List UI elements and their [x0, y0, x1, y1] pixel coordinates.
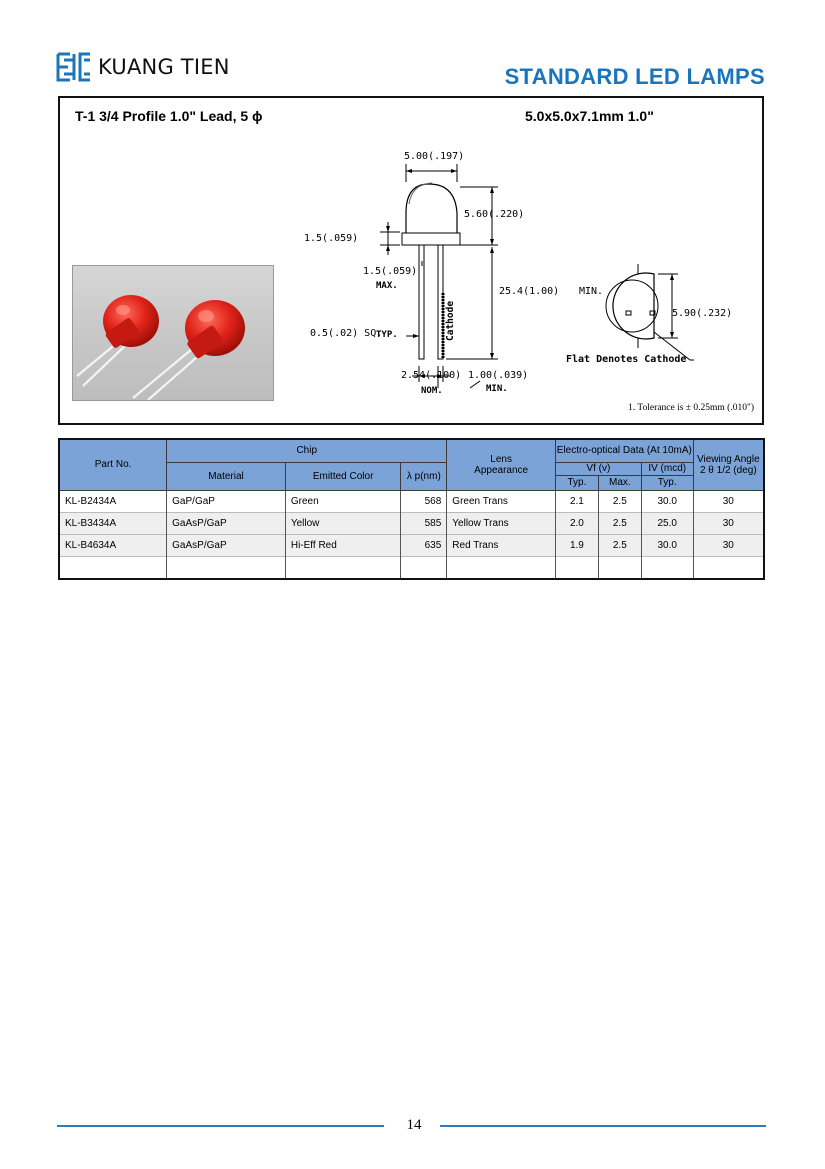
dim-lead-sq: 0.5(.02) SQ.: [310, 328, 383, 339]
cell-material: GaP/GaP: [167, 490, 286, 512]
cell-lambda: 635: [401, 534, 447, 556]
table-row: [59, 534, 764, 556]
header-part-no: Part No.: [59, 439, 167, 490]
cell-iv-typ: 25.0: [641, 512, 693, 534]
header-vf: Vf (v): [555, 462, 641, 475]
cell-lambda: 585: [401, 512, 447, 534]
header-view-line1: Viewing Angle: [696, 453, 760, 465]
cell-part: KL-B3434A: [59, 512, 167, 534]
flat-note: Flat Denotes Cathode: [566, 354, 687, 365]
dim-diameter: 5.90(.232): [672, 308, 733, 319]
header-lens-line2: Appearance: [474, 464, 529, 476]
cell-vf-typ: 2.0: [555, 512, 598, 534]
dim-flange-max-value: 1.5(.059): [363, 266, 418, 277]
company-logo: [56, 50, 230, 84]
header-iv-typ: Typ.: [641, 475, 693, 490]
profile-label: T-1 3/4 Profile 1.0" Lead, 5 ϕ: [75, 108, 263, 124]
brand-name: KUANG TIEN: [98, 55, 230, 79]
header-vf-max: Max.: [598, 475, 641, 490]
dim-pitch: 2.54(.100): [401, 370, 462, 381]
tolerance-note: 1. Tolerance is ± 0.25mm (.010"): [628, 403, 754, 413]
cell-vf-max: 2.5: [598, 534, 641, 556]
dim-gap-min: MIN.: [486, 384, 508, 394]
header-iv: IV (mcd): [641, 462, 693, 475]
cell-color: Hi-Eff Red: [285, 534, 401, 556]
cell-vf-typ: 2.1: [555, 490, 598, 512]
header-lens: [447, 439, 556, 490]
cell-lens: Yellow Trans: [447, 512, 556, 534]
footer-rule-right: [440, 1125, 766, 1127]
size-label: 5.0x5.0x7.1mm 1.0": [525, 108, 654, 124]
cell-lambda: 568: [401, 490, 447, 512]
dim-width-top: 5.00(.197): [404, 151, 465, 162]
dim-lead-min: MIN.: [579, 286, 604, 297]
dim-gap: 1.00(.039): [468, 370, 529, 381]
cell-material: GaAsP/GaP: [167, 512, 286, 534]
spec-table: [58, 438, 765, 580]
cell-lens: Green Trans: [447, 490, 556, 512]
header-chip: Chip: [167, 439, 447, 462]
footer-rule-left: [57, 1125, 384, 1127]
table-row: [59, 512, 764, 534]
table-row: [59, 490, 764, 512]
dim-lead-length: 25.4(1.00): [499, 286, 560, 297]
header-electro: Electro-optical Data (At 10mA): [555, 439, 693, 462]
cell-vf-typ: 1.9: [555, 534, 598, 556]
cell-vf-max: 2.5: [598, 490, 641, 512]
header-material: Material: [167, 462, 286, 490]
page-title: STANDARD LED LAMPS: [504, 64, 765, 89]
cell-angle: 30: [693, 490, 764, 512]
dim-pitch-nom: NOM.: [421, 386, 443, 396]
cell-color: Green: [285, 490, 401, 512]
cell-angle: 30: [693, 534, 764, 556]
page-number: 14: [406, 1117, 422, 1133]
header-vf-typ: Typ.: [555, 475, 598, 490]
header-lens-line1: Lens: [490, 453, 512, 465]
cell-iv-typ: 30.0: [641, 490, 693, 512]
dim-flange-max: MAX.: [376, 281, 398, 291]
cell-iv-typ: 30.0: [641, 534, 693, 556]
cell-color: Yellow: [285, 512, 401, 534]
cell-material: GaAsP/GaP: [167, 534, 286, 556]
cell-angle: 30: [693, 512, 764, 534]
cell-part: KL-B2434A: [59, 490, 167, 512]
header-lambda: λ p(nm): [401, 462, 447, 490]
dim-lead-typ: TYP.: [376, 330, 398, 340]
cell-lens: Red Trans: [447, 534, 556, 556]
dim-height-lens: 5.60(.220): [464, 209, 525, 220]
header-viewing: [693, 439, 764, 490]
dim-flange: 1.5(.059): [304, 233, 359, 244]
table-row-empty: [59, 556, 764, 579]
kuang-tien-logo-icon: [56, 51, 92, 83]
cathode-label: Cathode: [445, 300, 456, 341]
spec-panel: [58, 96, 764, 425]
cell-part: KL-B4634A: [59, 534, 167, 556]
header-view-line2: 2 θ 1/2 (deg): [699, 464, 757, 476]
header-emitted-color: Emitted Color: [285, 462, 401, 490]
cell-vf-max: 2.5: [598, 512, 641, 534]
